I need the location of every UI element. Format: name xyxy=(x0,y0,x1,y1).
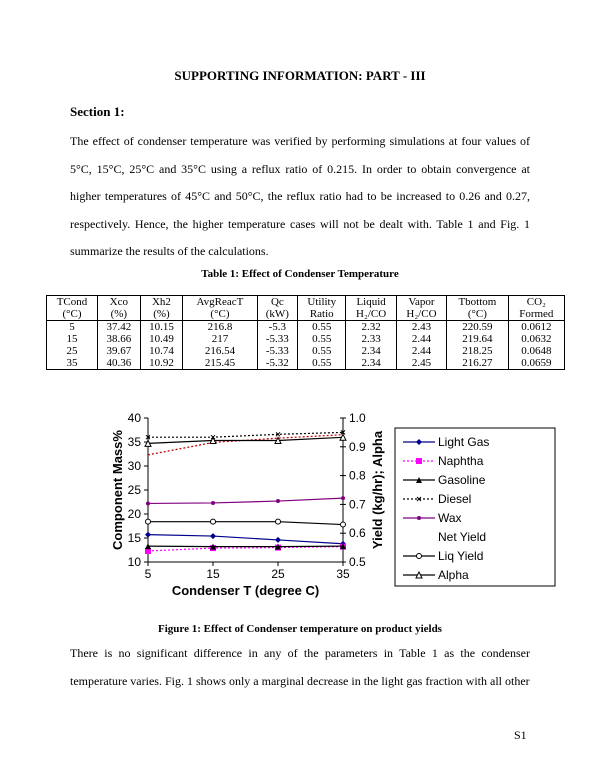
table-cell: Xco xyxy=(97,296,140,309)
light-gas-data-point xyxy=(210,533,216,539)
liq-yield-series-line xyxy=(148,522,343,525)
table-cell: H₂/CO xyxy=(396,308,446,321)
wax-series-line xyxy=(148,498,343,503)
paragraph-intro: The effect of condenser temperature was verified by performing simulations at four values of 5°C, 15°C, 25°C and 35°C using a reflux ratio of 0.215. In order to obtain convergence at higher temperatures of 45°C and 50°C, the reflux ratio had to be increased to 0.26 and 0.27, respectively. Hence, the higher temperature cases will not be dealt with. Table 1 and Fig. 1 summarize the results of the calculations. xyxy=(70,134,530,258)
y-tick-label: 20 xyxy=(127,507,141,521)
x-tick-label: 35 xyxy=(336,567,350,581)
table-cell: (%) xyxy=(97,308,140,321)
table-cell: 39.67 xyxy=(97,345,140,357)
table-cell: 10.15 xyxy=(140,321,183,334)
wax-legend-label: Wax xyxy=(438,511,462,525)
wax-data-point xyxy=(276,499,280,503)
y2-tick-label: 0.6 xyxy=(349,526,366,541)
y-tick-label: 35 xyxy=(127,435,141,449)
table-cell: 216.8 xyxy=(183,321,257,334)
liq-yield-data-point xyxy=(341,522,346,527)
y-axis-label: Component Mass% xyxy=(110,430,125,550)
results-table xyxy=(46,295,565,370)
table-cell: 220.59 xyxy=(447,321,509,334)
table-cell: 10.49 xyxy=(140,333,183,345)
diesel-legend-label: Diesel xyxy=(438,492,472,506)
table-cell: 0.0648 xyxy=(508,345,564,357)
page-number: S1 xyxy=(514,728,527,742)
table-cell: 0.0632 xyxy=(508,333,564,345)
table-cell: (°C) xyxy=(447,308,509,321)
diesel-series-line xyxy=(148,432,343,437)
naphtha-legend-label: Naphtha xyxy=(438,454,484,468)
table-cell: 2.43 xyxy=(396,321,446,334)
y2-axis-label: Yield (kg/hr); Alpha xyxy=(370,430,385,550)
wax-data-point xyxy=(146,501,150,505)
table-cell: 15 xyxy=(47,333,98,345)
x-tick-label: 15 xyxy=(206,567,220,581)
table-cell: 218.25 xyxy=(447,345,509,357)
table-cell: Qc xyxy=(257,296,297,309)
table-cell: 216.54 xyxy=(183,345,257,357)
table-cell: 10.74 xyxy=(140,345,183,357)
liq-yield-data-point xyxy=(276,519,281,524)
liq-yield-legend-label: Liq Yield xyxy=(438,549,484,563)
table-cell: 5 xyxy=(47,321,98,334)
table-cell: (°C) xyxy=(47,308,98,321)
table-cell: 38.66 xyxy=(97,333,140,345)
table-cell: -5.32 xyxy=(257,357,297,370)
table-row xyxy=(47,321,565,334)
table-cell: 10.92 xyxy=(140,357,183,370)
x-tick-label: 25 xyxy=(271,567,285,581)
table-cell: 2.44 xyxy=(396,333,446,345)
table-cell: Xh2 xyxy=(140,296,183,309)
liq-yield-data-point xyxy=(211,519,216,524)
table-cell: 40.36 xyxy=(97,357,140,370)
table-cell: 0.55 xyxy=(298,321,346,334)
table-cell: 217 xyxy=(183,333,257,345)
table-cell: Formed xyxy=(508,308,564,321)
table-row xyxy=(47,333,565,345)
table-cell: -5.33 xyxy=(257,345,297,357)
table-cell: 215.45 xyxy=(183,357,257,370)
yield-chart xyxy=(0,400,600,610)
wax-data-point xyxy=(341,496,345,500)
y2-tick-label: 0.8 xyxy=(349,468,366,483)
figure-caption: Figure 1: Effect of Condenser temperature on product yields xyxy=(158,623,442,635)
table-cell: Tbottom xyxy=(447,296,509,309)
table-cell: Liquid xyxy=(346,296,396,309)
table-cell: (kW) xyxy=(257,308,297,321)
light-gas-data-point xyxy=(145,532,151,538)
light-gas-series-line xyxy=(148,535,343,544)
table-cell: 0.55 xyxy=(298,333,346,345)
table-row xyxy=(47,345,565,357)
net-yield-legend-label: Net Yield xyxy=(438,530,487,544)
wax-legend-marker xyxy=(417,516,421,520)
y2-tick-label: 0.5 xyxy=(349,555,366,569)
table-cell: H₂/CO xyxy=(346,308,396,321)
light-gas-data-point xyxy=(275,537,281,543)
table-cell: (°C) xyxy=(183,308,257,321)
table-cell: Vapor xyxy=(396,296,446,309)
x-tick-label: 5 xyxy=(144,567,152,581)
liq-yield-legend-marker xyxy=(417,554,422,559)
table-cell: 2.32 xyxy=(346,321,396,334)
wax-data-point xyxy=(211,501,215,505)
table-cell: 2.45 xyxy=(396,357,446,370)
naphtha-legend-marker xyxy=(416,458,422,464)
y-tick-label: 10 xyxy=(127,555,141,569)
table-cell: 2.44 xyxy=(396,345,446,357)
table-cell: 0.0659 xyxy=(508,357,564,370)
y2-tick-label: 1.0 xyxy=(349,411,366,425)
table-cell: AvgReacT xyxy=(183,296,257,309)
table-cell: 2.34 xyxy=(346,345,396,357)
y-tick-label: 15 xyxy=(127,531,141,545)
table-cell: 35 xyxy=(47,357,98,370)
table-cell: -5.33 xyxy=(257,333,297,345)
gasoline-legend-label: Gasoline xyxy=(438,473,486,487)
table-cell: -5.3 xyxy=(257,321,297,334)
table-cell: CO₂ xyxy=(508,296,564,309)
section-heading: Section 1: xyxy=(70,104,125,119)
table-cell: 0.55 xyxy=(298,345,346,357)
y-tick-label: 30 xyxy=(127,459,141,473)
paragraph-discussion: There is no significant difference in any of the parameters in Table 1 as the condenser temperature varies. Fig. 1 shows only a marginal decrease in the light gas fraction with all other xyxy=(70,646,530,688)
table-cell: 216.27 xyxy=(447,357,509,370)
liq-yield-data-point xyxy=(146,519,151,524)
table-row xyxy=(47,308,565,321)
table-cell: 25 xyxy=(47,345,98,357)
table-cell: 219.64 xyxy=(447,333,509,345)
table-cell: (%) xyxy=(140,308,183,321)
alpha-series-line xyxy=(148,437,343,443)
table-cell: 2.33 xyxy=(346,333,396,345)
table-cell: 37.42 xyxy=(97,321,140,334)
light-gas-legend-label: Light Gas xyxy=(438,435,490,449)
y-tick-label: 40 xyxy=(127,411,141,425)
table-cell: Utility xyxy=(298,296,346,309)
y-tick-label: 25 xyxy=(127,483,141,497)
naphtha-series-line xyxy=(148,547,343,551)
table-cell: TCond xyxy=(47,296,98,309)
table-row xyxy=(47,357,565,370)
table-caption: Table 1: Effect of Condenser Temperature xyxy=(201,268,399,280)
table-cell: 0.55 xyxy=(298,357,346,370)
y2-tick-label: 0.9 xyxy=(349,439,366,454)
y2-tick-label: 0.7 xyxy=(349,497,366,512)
x-axis-label: Condenser T (degree C) xyxy=(171,583,320,598)
table-cell: 2.34 xyxy=(346,357,396,370)
alpha-legend-label: Alpha xyxy=(438,568,469,582)
table-row xyxy=(47,296,565,309)
table-cell: Ratio xyxy=(298,308,346,321)
table-cell: 0.0612 xyxy=(508,321,564,334)
page-title: SUPPORTING INFORMATION: PART - III xyxy=(174,68,426,83)
